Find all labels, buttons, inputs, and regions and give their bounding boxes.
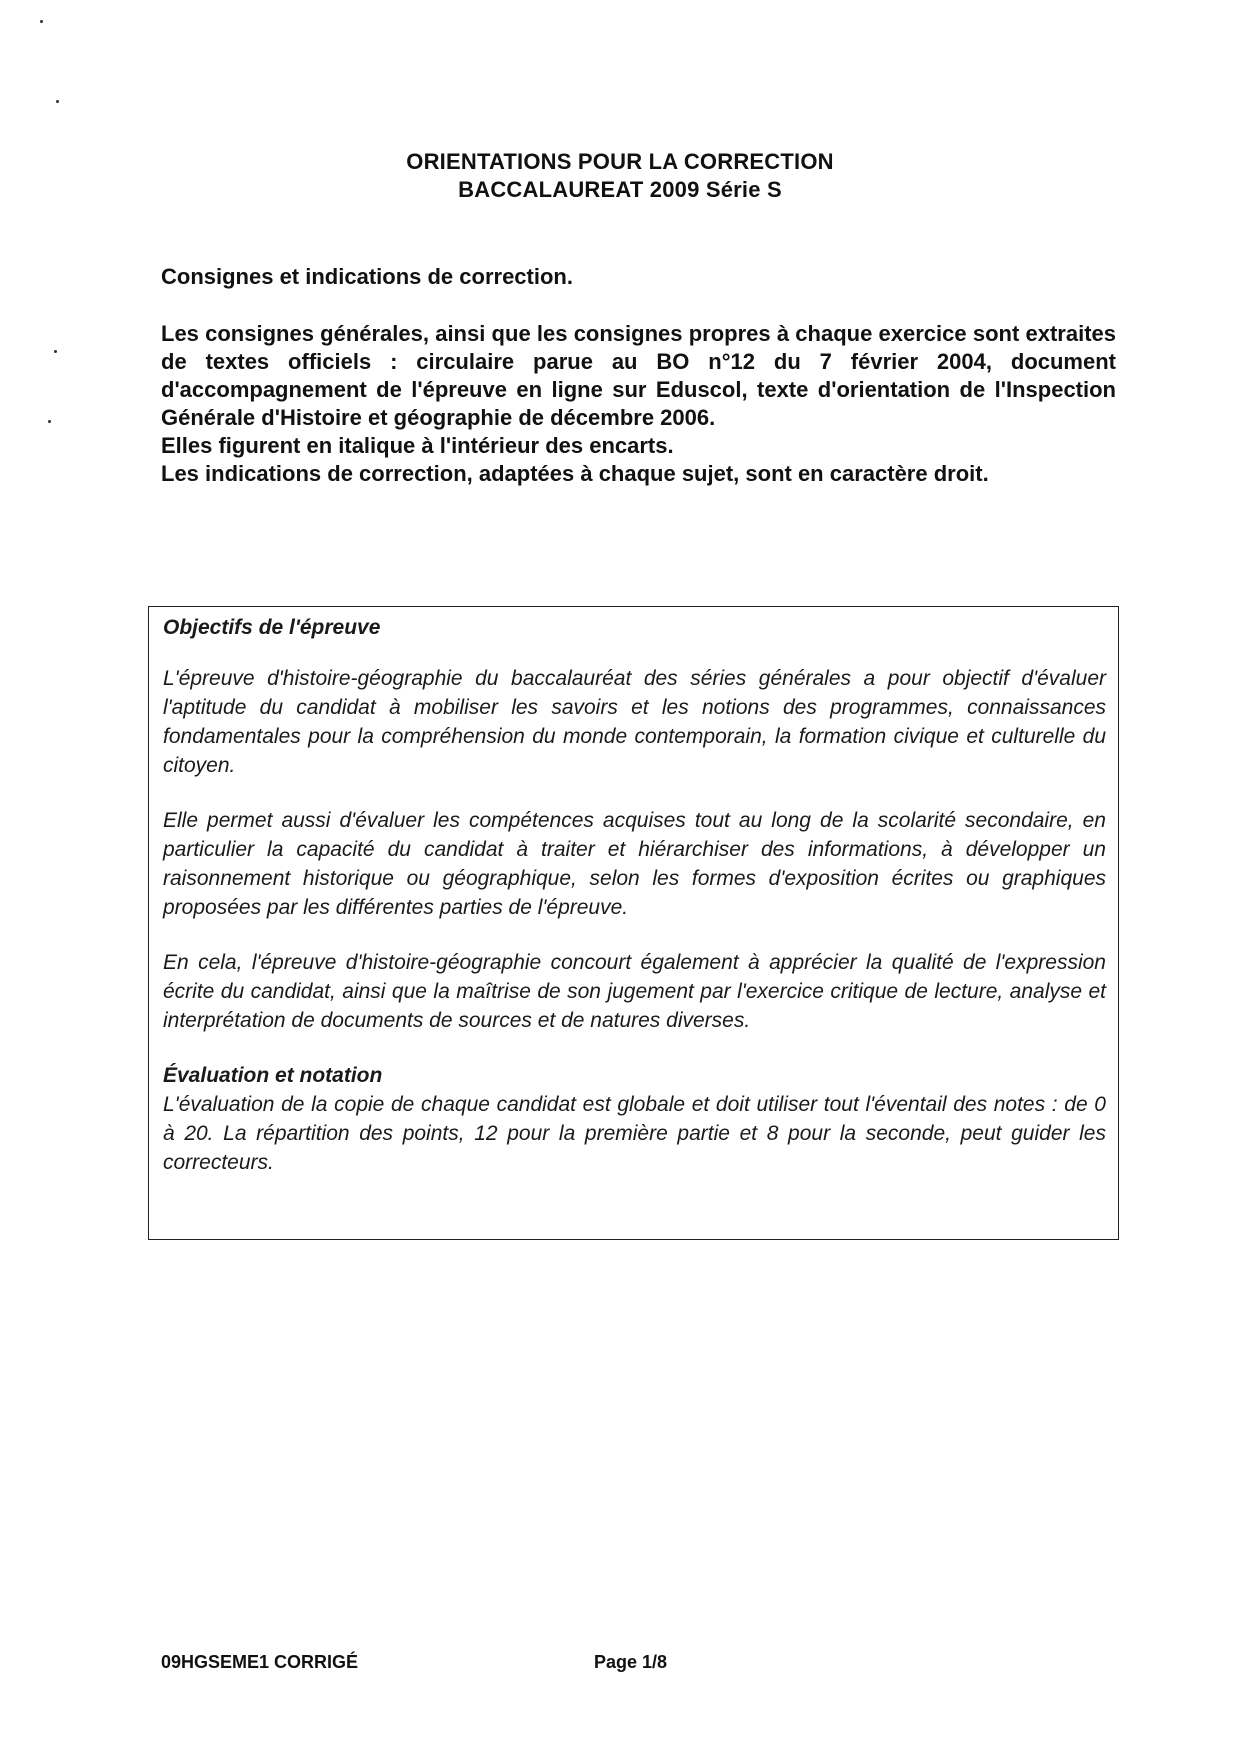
scan-speck [56, 100, 59, 103]
evaluation-paragraph: L'évaluation de la copie de chaque candidat est globale et doit utiliser tout l'éventail des notes : de 0 à 20. La répartition des points, 12 pour la première partie et 8 pour la seconde, peut guider les correcteurs. [163, 1093, 1106, 1174]
document-code: 09HGSEME1 CORRIGÉ [161, 1652, 359, 1672]
instructions-block [161, 320, 1116, 488]
objectives-title: Objectifs de l'épreuve [163, 616, 381, 639]
header-title: ORIENTATIONS POUR LA CORRECTION [406, 149, 834, 174]
section-title: Consignes et indications de correction. [161, 264, 573, 289]
instructions-paragraph: Les consignes générales, ainsi que les consignes propres à chaque exercice sont extraites de textes officiels : circulaire parue au BO n°12 du 7 février 2004, document d'accompagnement de l'épreuve en ligne sur Eduscol, texte d'orientation de l'Inspection Générale d'Histoire et géographie de décembre 2006. [161, 321, 1116, 430]
document-header [0, 148, 1240, 204]
scan-speck [54, 350, 57, 353]
header-subtitle: BACCALAUREAT 2009 Série S [458, 177, 782, 202]
instructions-paragraph: Les indications de correction, adaptées à chaque sujet, sont en caractère droit. [161, 461, 989, 486]
scan-speck [48, 420, 51, 423]
instructions-paragraph: Elles figurent en italique à l'intérieur des encarts. [161, 433, 674, 458]
objectives-paragraph: En cela, l'épreuve d'histoire-géographie concourt également à apprécier la qualité de l'expression écrite du candidat, ainsi que la maîtrise de son jugement par l'exercice critique de lecture, analyse et interprétation de documents de sources et de natures diverses. [163, 951, 1106, 1032]
page-number: Page 1/8 [594, 1652, 668, 1672]
evaluation-title: Évaluation et notation [163, 1064, 383, 1087]
objectives-paragraph: Elle permet aussi d'évaluer les compétences acquises tout au long de la scolarité secondaire, en particulier la capacité du candidat à traiter et hiérarchiser des informations, à développer un raisonnement historique ou géographique, selon les formes d'exposition écrites ou graphiques proposées par les différentes parties de l'épreuve. [163, 809, 1106, 919]
scan-speck [40, 20, 43, 23]
official-guidelines-box [148, 606, 1119, 1240]
objectives-paragraph: L'épreuve d'histoire-géographie du baccalauréat des séries générales a pour objectif d'évaluer l'aptitude du candidat à mobiliser les savoirs et les notions des programmes, connaissances fondamentales pour la compréhension du monde contemporain, la formation civique et culturelle du citoyen. [163, 667, 1106, 777]
